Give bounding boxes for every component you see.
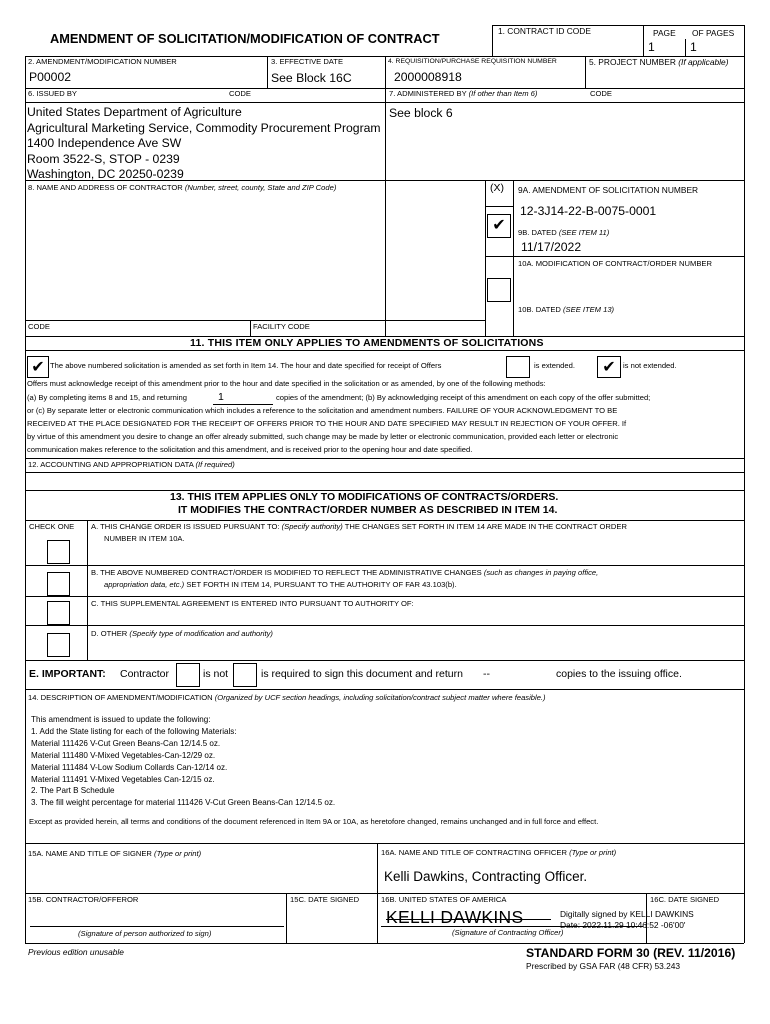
issuer-line: Agricultural Marketing Service, Commodity Procurement Program bbox=[27, 120, 381, 135]
item13-b-text: B. THE ABOVE NUMBERED CONTRACT/ORDER IS MODIFIED TO REFLECT THE ADMINISTRATIVE CHANGES bbox=[91, 568, 482, 577]
contractor-label-text: 8. NAME AND ADDRESS OF CONTRACTOR bbox=[28, 183, 183, 192]
modification-10a-label: 10A. MODIFICATION OF CONTRACT/ORDER NUMBER bbox=[518, 259, 712, 268]
item11-amended-checkbox[interactable]: ✔ bbox=[27, 356, 49, 378]
checkbox-13d[interactable] bbox=[47, 633, 70, 657]
previous-edition-note: Previous edition unusable bbox=[28, 947, 124, 957]
item14-label-text: 14. DESCRIPTION OF AMENDMENT/MODIFICATION bbox=[28, 693, 213, 702]
contractor-word: Contractor bbox=[120, 668, 170, 680]
date-signed-16c-label: 16C. DATE SIGNED bbox=[650, 895, 720, 904]
page-label: PAGE bbox=[653, 28, 676, 38]
not-extended-checkbox[interactable]: ✔ bbox=[597, 356, 621, 378]
of-pages-number: 1 bbox=[690, 40, 697, 54]
amendment-number-label: 2. AMENDMENT/MODIFICATION NUMBER bbox=[28, 57, 177, 66]
issued-by-code-label: CODE bbox=[229, 89, 251, 98]
item14-description bbox=[31, 714, 335, 809]
signer-label-suffix: (Type or print) bbox=[154, 849, 202, 858]
description-line: This amendment is issued to update the following: bbox=[31, 715, 211, 724]
item11-line2: Offers must acknowledge receipt of this amendment prior to the hour and date specified in the solicitation or as amended, by one of the following methods: bbox=[27, 379, 546, 388]
checkbox-13b[interactable] bbox=[47, 572, 70, 596]
officer-label-suffix: (Type or print) bbox=[569, 848, 617, 857]
project-number-suffix: (If applicable) bbox=[678, 57, 729, 67]
digital-signature-name: KELLI DAWKINS bbox=[386, 907, 524, 927]
item11-heading: 11. THIS ITEM ONLY APPLIES TO AMENDMENTS OF SOLICITATIONS bbox=[190, 337, 544, 349]
item11-line6: by virtue of this amendment you desire to change an offer already submitted, such change may be made by letter or electronic communication, provided each letter or electronic bbox=[27, 432, 619, 441]
amendment-solicitation-label: 9A. AMENDMENT OF SOLICITATION NUMBER bbox=[518, 185, 699, 195]
important-label: E. IMPORTANT: bbox=[29, 668, 106, 680]
dated-10b-label-text: 10B. DATED bbox=[518, 305, 561, 314]
is-required-checkbox[interactable] bbox=[233, 663, 257, 687]
issued-by-label: 6. ISSUED BY bbox=[28, 89, 77, 98]
item13-a-authority: (Specify authority) bbox=[281, 522, 343, 531]
item14-suffix: (Organized by UCF section headings, including solicitation/contract subject matter where feasible.) bbox=[214, 693, 546, 702]
item12-suffix: (If required) bbox=[195, 460, 235, 469]
description-line: Material 111491 V-Mixed Vegetables Can-12/15 oz. bbox=[31, 774, 215, 784]
contractor-label-suffix: (Number, street, county, State and ZIP Code) bbox=[184, 183, 337, 192]
administered-by-value: See block 6 bbox=[389, 106, 453, 120]
item12-label bbox=[28, 461, 235, 470]
item13-c-line: C. THIS SUPPLEMENTAL AGREEMENT IS ENTERED INTO PURSUANT TO AUTHORITY OF: bbox=[91, 599, 414, 608]
issuer-address bbox=[27, 105, 381, 183]
checkbox-10a[interactable] bbox=[487, 278, 511, 302]
description-line: 2. The Part B Schedule bbox=[31, 786, 115, 796]
item12-label-text: 12. ACCOUNTING AND APPROPRIATION DATA bbox=[28, 460, 194, 469]
requisition-value: 2000008918 bbox=[394, 70, 462, 84]
item11-line5: RECEIVED AT THE PLACE DESIGNATED FOR THE RECEIPT OF OFFERS PRIOR TO THE HOUR AND DATE SPECIFIED MAY RESULT IN REJECTION OF YOUR OFFER. If bbox=[27, 419, 627, 428]
item11-line3a: (a) By completing items 8 and 15, and returning bbox=[27, 393, 187, 402]
sig-person-caption: (Signature of person authorized to sign) bbox=[78, 929, 212, 938]
signer-label bbox=[28, 850, 201, 859]
item14-label bbox=[28, 694, 546, 703]
description-line: 1. Add the State listing for each of the following Materials: bbox=[31, 726, 237, 736]
dated-10b-suffix: (SEE ITEM 13) bbox=[563, 305, 615, 314]
item11-line4: or (c) By separate letter or electronic communication which includes a reference to the solicitation and amendment numbers. FAILURE OF YOUR ACKNOWLEDGMENT TO BE bbox=[27, 406, 618, 415]
administered-by-label bbox=[389, 90, 537, 99]
item14-footer: Except as provided herein, all terms and conditions of the document referenced in Item 9A or 10A, as heretofore changed, remains unchanged and in full force and effect. bbox=[29, 817, 599, 826]
sig-officer-caption: (Signature of Contracting Officer) bbox=[452, 928, 564, 937]
item13-a-changes: THE CHANGES SET FORTH IN ITEM 14 ARE MADE IN THE CONTRACT ORDER bbox=[344, 522, 627, 531]
administered-code-label: CODE bbox=[590, 89, 612, 98]
form-title: AMENDMENT OF SOLICITATION/MODIFICATION OF CONTRACT bbox=[50, 31, 440, 46]
item13-d-text: D. OTHER bbox=[91, 629, 128, 638]
contractor-label bbox=[28, 184, 336, 193]
item13-a-line2: NUMBER IN ITEM 10A. bbox=[104, 534, 185, 543]
administered-by-label-text: 7. ADMINISTERED BY bbox=[389, 89, 467, 98]
page-number: 1 bbox=[648, 40, 655, 54]
issuer-line: United States Department of Agriculture bbox=[27, 105, 242, 119]
dated-9b-label-text: 9B. DATED bbox=[518, 228, 557, 237]
is-not-word: is not bbox=[203, 668, 229, 680]
dated-9b-label bbox=[518, 229, 609, 238]
digital-signature-line2: Date: 2022.11.29 10:46:52 -06'00' bbox=[560, 920, 686, 930]
item13-d-specify: (Specify type of modification and authority) bbox=[129, 629, 273, 638]
contract-id-label: 1. CONTRACT ID CODE bbox=[498, 26, 591, 36]
copies-dashes: -- bbox=[483, 668, 490, 680]
extended-checkbox[interactable] bbox=[506, 356, 530, 378]
item13-a-line1 bbox=[91, 523, 627, 532]
dated-9b-suffix: (SEE ITEM 11) bbox=[558, 228, 610, 237]
item11-copies-count: 1 bbox=[218, 391, 224, 403]
checkbox-9a[interactable]: ✔ bbox=[487, 214, 511, 238]
facility-code-label: FACILITY CODE bbox=[253, 322, 310, 331]
checkbox-13c[interactable] bbox=[47, 601, 70, 625]
requisition-label: 4. REQUISITION/PURCHASE REQUISITION NUMBER bbox=[388, 58, 557, 65]
x-column-header: (X) bbox=[490, 182, 504, 194]
item13-d-line bbox=[91, 630, 273, 639]
issuer-line: 1400 Independence Ave SW bbox=[27, 136, 182, 150]
item13-heading-1: 13. THIS ITEM APPLIES ONLY TO MODIFICATIONS OF CONTRACTS/ORDERS. bbox=[170, 491, 559, 503]
prescribed-by: Prescribed by GSA FAR (48 CFR) 53.243 bbox=[526, 961, 681, 971]
issuer-line: Room 3522-S, STOP - 0239 bbox=[27, 151, 180, 166]
description-line: Material 111480 V-Mixed Vegetables-Can-12/29 oz. bbox=[31, 750, 216, 760]
item13-heading-2: IT MODIFIES THE CONTRACT/ORDER NUMBER AS DESCRIBED IN ITEM 14. bbox=[178, 504, 558, 516]
description-line: 3. The fill weight percentage for material 111426 V-Cut Green Beans-Can 12/14.5 oz. bbox=[31, 798, 336, 808]
item11-line7: communication makes reference to the solicitation and this amendment, and is received prior to the opening hour and date specified. bbox=[27, 445, 473, 454]
standard-form-id: STANDARD FORM 30 (REV. 11/2016) bbox=[526, 946, 736, 960]
is-required-text: is required to sign this document and return bbox=[261, 668, 463, 680]
item13-b-such-as: (such as changes in paying office, bbox=[483, 568, 599, 577]
of-pages-label: OF PAGES bbox=[692, 28, 735, 38]
issuer-line: Washington, DC 20250-0239 bbox=[27, 167, 184, 181]
effective-date-value: See Block 16C bbox=[271, 71, 352, 85]
project-number-label bbox=[589, 58, 728, 68]
checkbox-13a[interactable] bbox=[47, 540, 70, 564]
contractor-code-label: CODE bbox=[28, 322, 50, 331]
dated-9b-value: 11/17/2022 bbox=[521, 240, 582, 254]
administered-by-suffix: (If other than Item 6) bbox=[468, 89, 538, 98]
usa-label: 16B. UNITED STATES OF AMERICA bbox=[381, 895, 507, 904]
is-not-checkbox[interactable] bbox=[176, 663, 200, 687]
item11-line3b: copies of the amendment; (b) By acknowledging receipt of this amendment on each copy of the offer submitted; bbox=[276, 393, 651, 402]
digital-signature-line1: Digitally signed by KELLI DAWKINS bbox=[560, 909, 694, 919]
check-one-label: CHECK ONE bbox=[29, 522, 75, 531]
is-not-extended-label: is not extended. bbox=[623, 361, 677, 370]
date-signed-15c-label: 15C. DATE SIGNED bbox=[290, 895, 360, 904]
is-extended-label: is extended. bbox=[534, 361, 575, 370]
item13-b-line2 bbox=[104, 581, 457, 590]
officer-label-text: 16A. NAME AND TITLE OF CONTRACTING OFFICER bbox=[381, 848, 567, 857]
copies-to-issuing-office: copies to the issuing office. bbox=[556, 668, 682, 680]
item13-a-text: A. THIS CHANGE ORDER IS ISSUED PURSUANT TO: bbox=[91, 522, 280, 531]
item13-b-far: SET FORTH IN ITEM 14, PURSUANT TO THE AUTHORITY OF FAR 43.103(b). bbox=[186, 580, 457, 589]
officer-label bbox=[381, 849, 616, 858]
signer-label-text: 15A. NAME AND TITLE OF SIGNER bbox=[28, 849, 152, 858]
item13-b-line1 bbox=[91, 569, 598, 578]
contractor-offeror-label: 15B. CONTRACTOR/OFFEROR bbox=[28, 895, 139, 904]
item13-b-appropriation: appropriation data, etc.) bbox=[104, 580, 185, 589]
dated-10b-label bbox=[518, 306, 614, 315]
item11-line1: The above numbered solicitation is amended as set forth in Item 14. The hour and date specified for receipt of Offers bbox=[50, 361, 442, 370]
project-number-label-text: 5. PROJECT NUMBER bbox=[589, 57, 676, 67]
amendment-number-value: P00002 bbox=[29, 70, 72, 84]
amendment-solicitation-value: 12-3J14-22-B-0075-0001 bbox=[520, 204, 657, 218]
officer-name-value: Kelli Dawkins, Contracting Officer. bbox=[384, 869, 588, 884]
description-line: Material 111426 V-Cut Green Beans-Can 12/14.5 oz. bbox=[31, 738, 221, 748]
effective-date-label: 3. EFFECTIVE DATE bbox=[271, 57, 344, 66]
description-line: Material 111484 V-Low Sodium Collards Can-12/14 oz. bbox=[31, 762, 228, 772]
